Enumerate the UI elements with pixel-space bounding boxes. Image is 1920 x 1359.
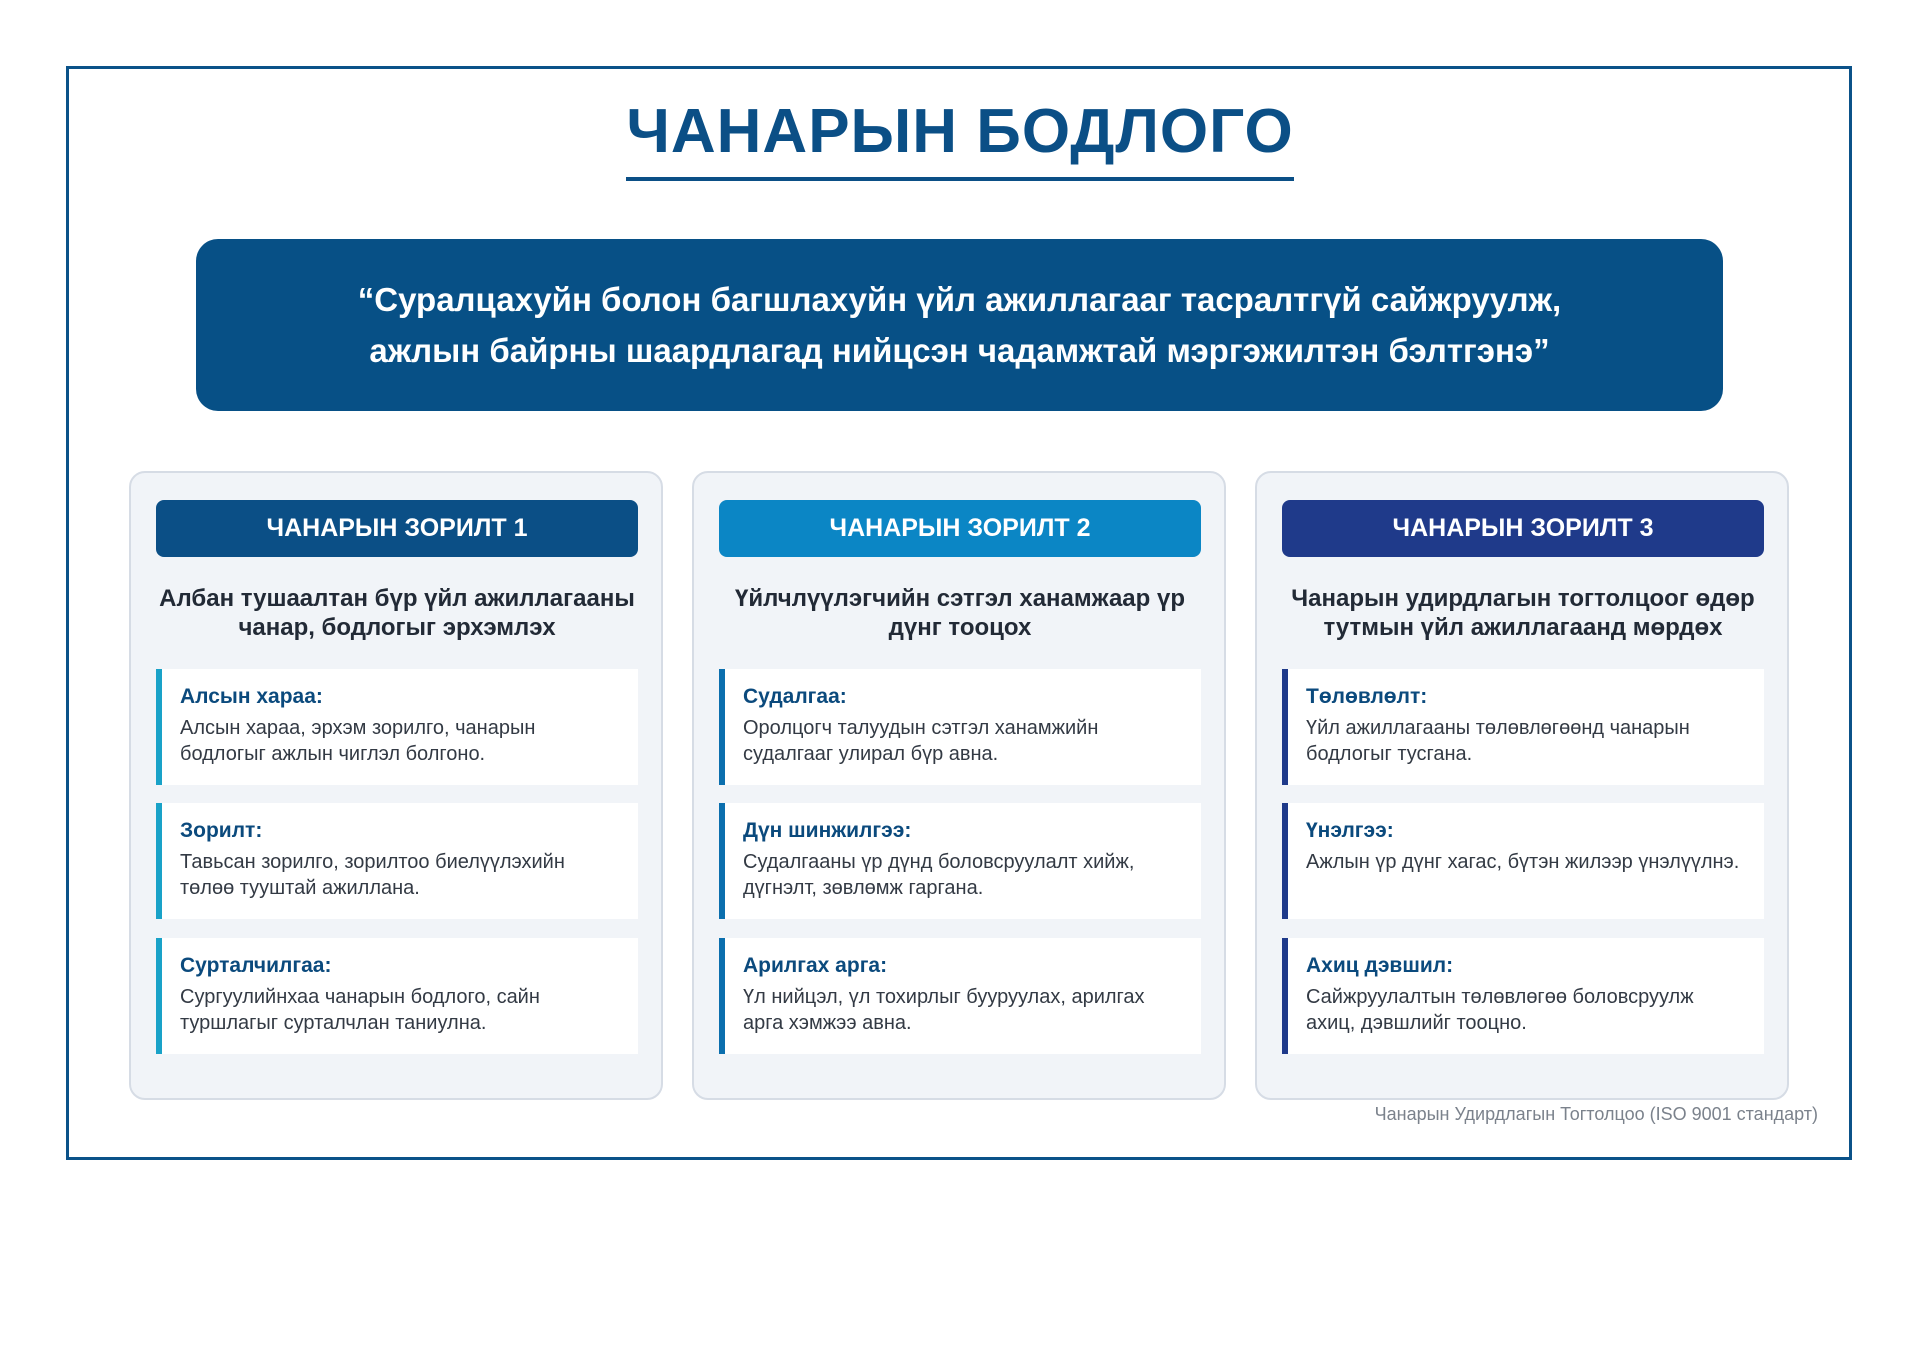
objective-badge-2: ЧАНАРЫН ЗОРИЛТ 2 [719, 500, 1201, 557]
objective-1-item-2 [156, 803, 638, 919]
objective-card-2 [692, 471, 1226, 1100]
item-text: Сургуулийнхаа чанарын бодлого, сайн туршлагыг сурталчлан таниулна. [180, 986, 540, 1034]
objective-badge-3: ЧАНАРЫН ЗОРИЛТ 3 [1282, 500, 1764, 557]
objective-badge-1: ЧАНАРЫН ЗОРИЛТ 1 [156, 500, 638, 557]
objective-2-item-3 [719, 938, 1201, 1054]
item-text: Алсын хараа, эрхэм зорилго, чанарын бодлогыг ажлын чиглэл болгоно. [180, 717, 536, 765]
objective-3-item-1 [1282, 669, 1764, 785]
mission-line-2: ажлын байрны шаардлагад нийцсэн чадамжтай мэргэжилтэн бэлтгэнэ” [369, 332, 1550, 369]
item-text: Ажлын үр дүнг хагас, бүтэн жилээр үнэлүүлнэ. [1306, 851, 1740, 873]
page-title: ЧАНАРЫН БОДЛОГО [626, 96, 1293, 181]
item-text: Тавьсан зорилго, зорилтоо биелүүлэхийн төлөө тууштай ажиллана. [180, 851, 565, 899]
footer-note: Чанарын Удирдлагын Тогтолцоо (ISO 9001 стандарт) [1374, 1104, 1818, 1124]
item-text: Үйл ажиллагааны төлөвлөгөөнд чанарын бодлогыг тусгана. [1306, 717, 1690, 765]
objective-subtitle-3: Чанарын удирдлагын тогтолцоог өдөр тутмын үйл ажиллагаанд мөрдөх [1291, 585, 1755, 641]
item-title: Үнэлгээ: [1306, 819, 1394, 842]
objective-1-item-3 [156, 938, 638, 1054]
item-title: Зорилт: [180, 819, 263, 842]
objective-3-item-3 [1282, 938, 1764, 1054]
item-title: Ахиц дэвшил: [1306, 954, 1454, 977]
mission-banner [196, 239, 1723, 411]
page-title-wrap [0, 96, 1920, 181]
objective-card-1 [129, 471, 663, 1100]
objective-2-item-1 [719, 669, 1201, 785]
objective-subtitle-1: Албан тушаалтан бүр үйл ажиллагааны чанар, бодлогыг эрхэмлэх [159, 585, 635, 641]
item-title: Алсын хараа: [180, 685, 323, 708]
item-title: Сурталчилгаа: [180, 954, 332, 977]
objective-2-item-2 [719, 803, 1201, 919]
item-text: Судалгааны үр дүнд боловсруулалт хийж, дүгнэлт, зөвлөмж гаргана. [743, 851, 1135, 899]
item-text: Үл нийцэл, үл тохирлыг бууруулах, арилгах арга хэмжээ авна. [743, 986, 1145, 1034]
objective-3-item-2 [1282, 803, 1764, 919]
item-text: Сайжруулалтын төлөвлөгөө боловсруулж ахиц, дэвшлийг тооцно. [1306, 986, 1694, 1034]
item-title: Судалгаа: [743, 685, 847, 708]
objective-1-item-1 [156, 669, 638, 785]
item-text: Оролцогч талуудын сэтгэл ханамжийн судалгааг улирал бүр авна. [743, 717, 1099, 765]
item-title: Дүн шинжилгээ: [743, 819, 912, 842]
item-title: Арилгах арга: [743, 954, 888, 977]
mission-line-1: “Суралцахуйн болон багшлахуйн үйл ажиллагааг тасралтгүй сайжруулж, [357, 281, 1562, 318]
objective-card-3 [1255, 471, 1789, 1100]
objective-subtitle-2: Үйлчлүүлэгчийн сэтгэл ханамжаар үр дүнг тооцох [735, 585, 1185, 641]
item-title: Төлөвлөлт: [1306, 685, 1428, 708]
